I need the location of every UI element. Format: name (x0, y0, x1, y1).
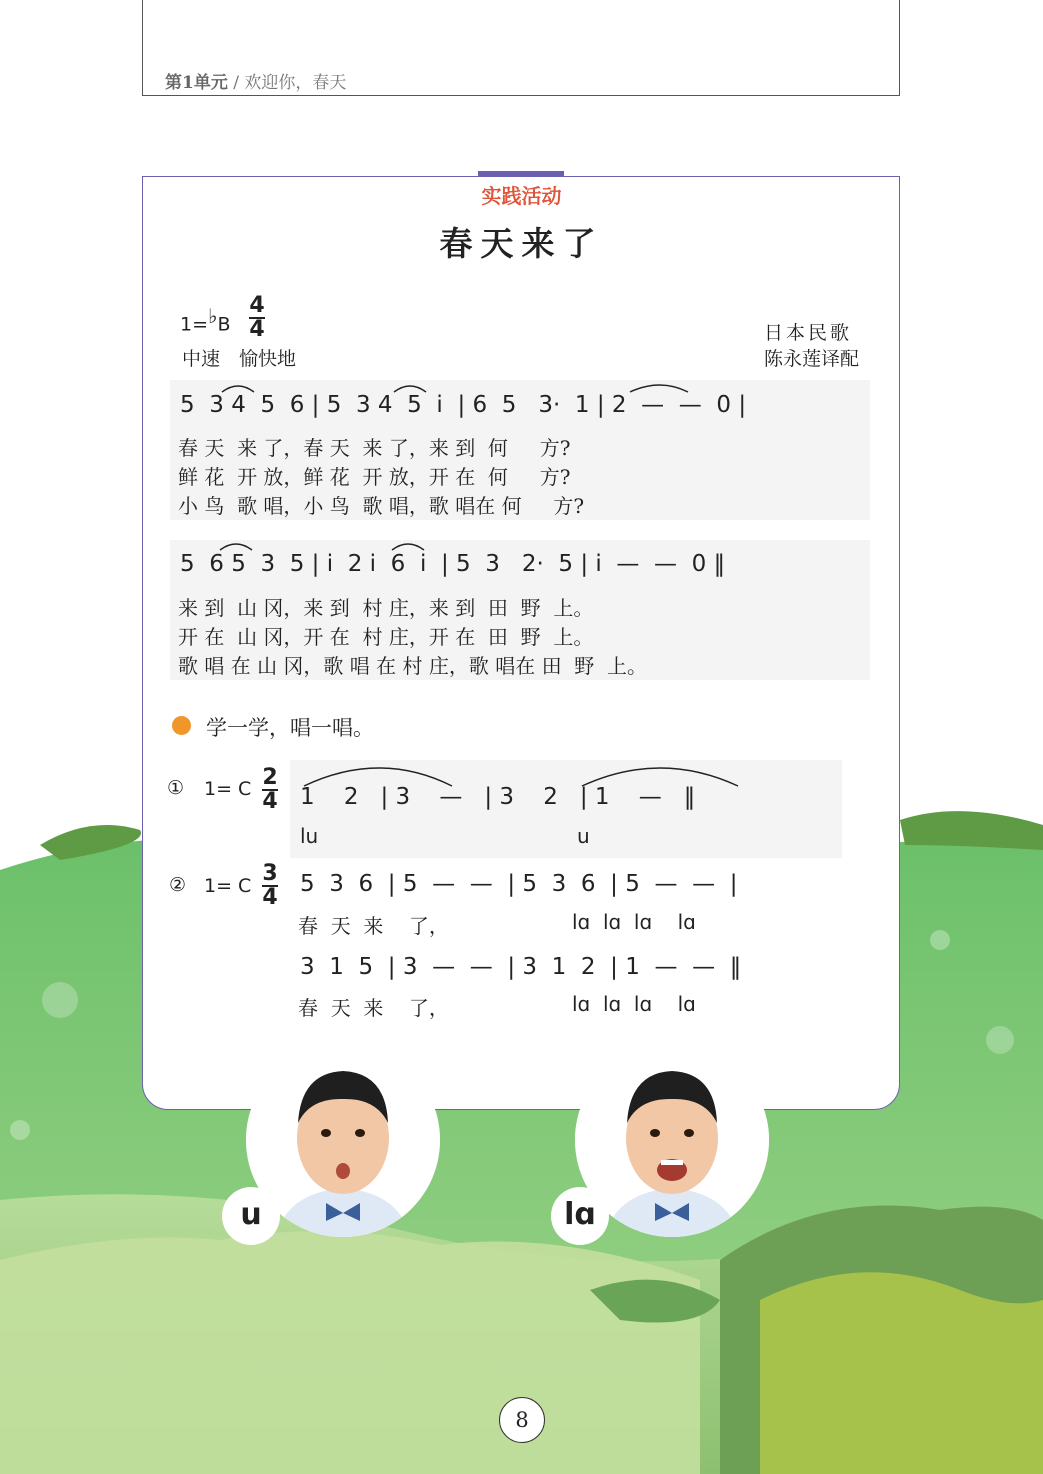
exercise-2-notes-b: 3 1 5 | 3 — — | 3 1 2 | 1 — — ‖ (300, 954, 742, 980)
exercise-1-syllable-u: u (577, 824, 590, 848)
page-number: 8 (499, 1397, 545, 1443)
song-origin: 日本民歌 (764, 322, 853, 344)
orange-bullet-icon (172, 716, 191, 735)
key-prefix: 1= (180, 313, 209, 336)
tempo-marking: 中速 愉快地 (182, 348, 297, 370)
exercise-heading: 学一学，唱一唱。 (206, 716, 374, 740)
card-tab (478, 171, 564, 177)
unit-separator: / (233, 73, 239, 93)
exercise-1-notes: 1 2 | 3 — | 3 2 | 1 — ‖ (300, 784, 696, 810)
lyrics-1-verse-2: 鲜 花 开 放，鲜 花 开 放，开 在 何 方? (178, 465, 571, 489)
ex2-time-top: 3 (262, 861, 278, 886)
activity-label: 实践活动 (481, 184, 562, 208)
unit-title (165, 68, 346, 93)
flat-sign: ♭ (208, 304, 218, 328)
exercise-2-notes-a: 5 3 6 | 5 — — | 5 3 6 | 5 — — | (300, 871, 738, 897)
score-line-2-notes: 5 6 5 3 5 | i 2 i 6 i | 5 3 2· 5 | i — — 0 ‖ (180, 551, 726, 577)
slurs-line-1 (170, 380, 870, 420)
tag-la: lɑ (551, 1187, 609, 1245)
exercise-2-time-signature (262, 861, 278, 910)
key-note: B (217, 313, 231, 336)
key-signature (180, 304, 231, 335)
lyrics-2-verse-3: 歌 唱 在 山 冈，歌 唱 在 村 庄，歌 唱在 田 野 上。 (178, 654, 648, 678)
tag-u: u (222, 1187, 280, 1245)
exercise-2-la-b: lɑ lɑ lɑ lɑ (572, 992, 696, 1016)
exercise-1-syllable-lu: lu (300, 824, 319, 848)
exercise-1-time-signature (262, 765, 278, 814)
lyrics-1-verse-3: 小 鸟 歌 唱，小 鸟 歌 唱，歌 唱在 何 方? (178, 494, 585, 518)
lyrics-1-verse-1: 春 天 来 了，春 天 来 了，来 到 何 方? (178, 436, 571, 460)
exercise-2-lyrics-a: 春 天 来 了， (298, 914, 449, 938)
exercise-2-number: ② (169, 874, 187, 896)
exercise-2-la-a: lɑ lɑ lɑ lɑ (572, 910, 696, 934)
time-signature (249, 293, 265, 342)
time-top: 4 (249, 293, 265, 318)
song-title: 春天来了 (439, 224, 604, 263)
slurs-line-2 (170, 538, 870, 578)
lyrics-2-verse-1: 来 到 山 冈，来 到 村 庄，来 到 田 野 上。 (178, 596, 594, 620)
time-bottom: 4 (249, 317, 265, 342)
unit-number: 第1单元 (165, 73, 228, 93)
exercise-1-key: 1= C (204, 778, 252, 800)
ex1-time-top: 2 (262, 765, 278, 790)
score-line-1-notes: 5 3 4 5 6 | 5 3 4 5 i | 6 5 3· 1 | 2 — — 0 | (180, 392, 747, 418)
lyrics-2-verse-2: 开 在 山 冈，开 在 村 庄，开 在 田 野 上。 (178, 625, 594, 649)
song-translator: 陈永莲译配 (764, 348, 860, 370)
unit-header (142, 0, 900, 96)
exercise-1-number: ① (167, 777, 185, 799)
ex2-time-bottom: 4 (262, 885, 278, 910)
ex1-time-bottom: 4 (262, 789, 278, 814)
unit-name: 欢迎你，春天 (244, 73, 347, 93)
exercise-2-lyrics-b: 春 天 来 了， (298, 996, 449, 1020)
exercise-2-key: 1= C (204, 875, 252, 897)
